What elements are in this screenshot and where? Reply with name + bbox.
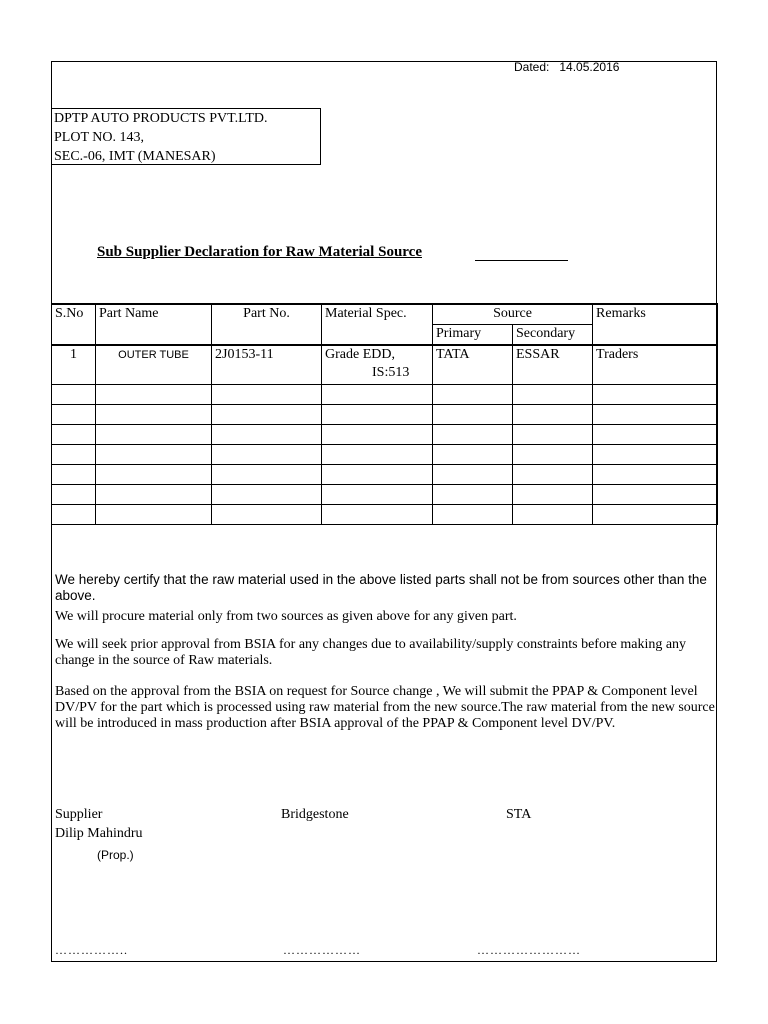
header-part-name: Part Name	[96, 304, 212, 345]
header-source: Source	[433, 304, 593, 325]
table-row	[52, 425, 718, 445]
table-row	[52, 465, 718, 485]
table-row	[52, 405, 718, 425]
header-material-spec: Material Spec.	[322, 304, 433, 345]
cell-remarks: Traders	[593, 345, 718, 385]
signature-line-supplier: ……………..	[55, 943, 128, 957]
supplier-name: Dilip Mahindru	[55, 826, 143, 841]
bridgestone-label: Bridgestone	[281, 807, 349, 822]
cell-primary: TATA	[433, 345, 513, 385]
address-line-plot: PLOT NO. 143,	[54, 130, 144, 145]
cell-material-spec	[322, 345, 433, 385]
header-part-no: Part No.	[212, 304, 322, 345]
address-box	[51, 108, 321, 165]
parts-table	[51, 303, 718, 525]
certification-paragraph: We hereby certify that the raw material used in the above listed parts shall not be from sources other than the above.	[55, 572, 707, 603]
approval-paragraph: We will seek prior approval from BSIA for any changes due to availability/supply constraints before making any change in the source of Raw materials.	[55, 637, 687, 668]
address-line-company: DPTP AUTO PRODUCTS PVT.LTD.	[54, 111, 268, 126]
dated-label: Dated:	[514, 60, 550, 74]
dated-value: 14.05.2016	[559, 60, 620, 74]
cell-secondary: ESSAR	[513, 345, 593, 385]
table-row	[52, 345, 718, 385]
sta-label: STA	[506, 807, 532, 822]
supplier-label: Supplier	[55, 807, 103, 822]
table-row	[52, 385, 718, 405]
title-underline-extension	[475, 260, 568, 261]
header-secondary: Secondary	[513, 325, 593, 346]
header-row	[52, 304, 718, 325]
address-line-sector: SEC.-06, IMT (MANESAR)	[54, 149, 216, 164]
material-spec-line1: Grade EDD,	[325, 347, 395, 362]
cell-part-no: 2J0153-11	[212, 345, 322, 385]
cell-part-name: OUTER TUBE	[96, 345, 212, 385]
header-remarks: Remarks	[593, 304, 718, 345]
table-row	[52, 505, 718, 525]
table-row	[52, 445, 718, 465]
signature-line-sta: ……………………	[477, 943, 581, 957]
cell-sno: 1	[52, 345, 96, 385]
signature-line-bridgestone: ………………	[283, 943, 361, 957]
material-spec-line2: IS:513	[372, 365, 410, 380]
page-title: Sub Supplier Declaration for Raw Material Source	[97, 244, 422, 260]
supplier-title: (Prop.)	[97, 848, 134, 862]
date-line	[514, 60, 619, 74]
header-sno: S.No	[52, 304, 96, 345]
procurement-paragraph: We will procure material only from two sources as given above for any given part.	[55, 609, 517, 624]
header-primary: Primary	[433, 325, 513, 346]
source-change-paragraph: Based on the approval from the BSIA on request for Source change , We will submit the PPAP & Component level DV/PV for the part which is processed using raw material from the new source.The raw material from the new source will be introduced in mass production after BSIA approval of the PPAP & Component level DV/PV.	[55, 684, 715, 731]
table-row	[52, 485, 718, 505]
